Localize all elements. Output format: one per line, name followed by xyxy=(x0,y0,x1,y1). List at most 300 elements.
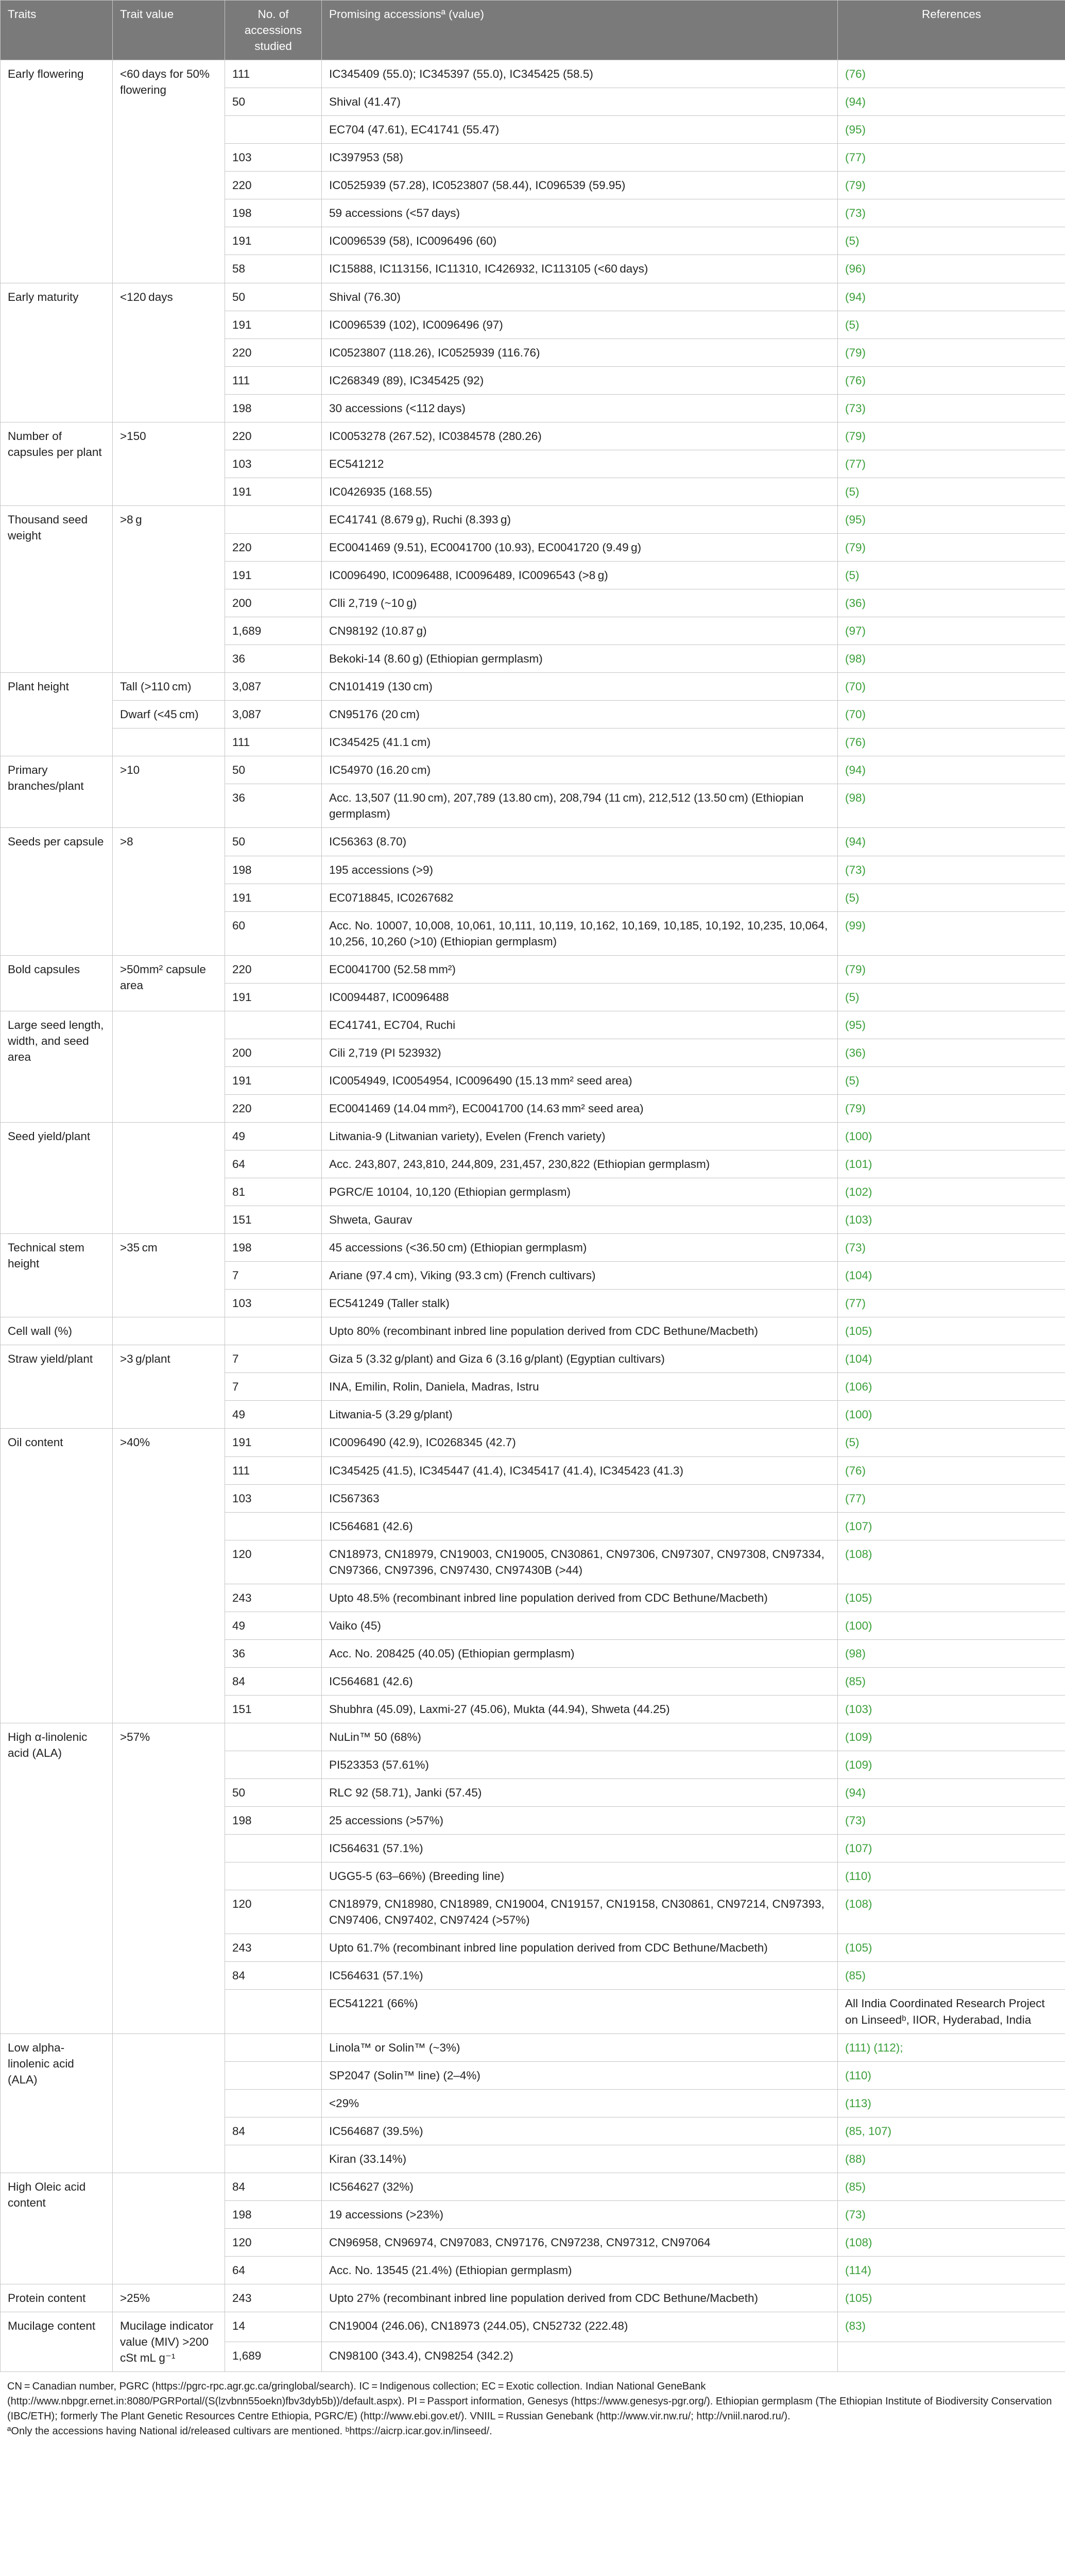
trait-value-cell xyxy=(113,1317,225,1345)
reference-cell[interactable]: (5) xyxy=(838,478,1065,505)
table-row xyxy=(1,673,1065,701)
reference-cell[interactable]: (98) xyxy=(838,784,1065,828)
promising-accessions-cell: EC0041700 (52.58 mm²) xyxy=(322,955,838,983)
accessions-count-cell: 191 xyxy=(225,561,322,589)
header-trait-value: Trait value xyxy=(113,1,225,60)
promising-accessions-cell: IC345409 (55.0); IC345397 (55.0), IC345425 (58.5) xyxy=(322,60,838,88)
reference-cell[interactable]: (73) xyxy=(838,1234,1065,1262)
accessions-count-cell: 191 xyxy=(225,311,322,338)
table-row xyxy=(1,422,1065,450)
promising-accessions-cell: Acc. No. 13545 (21.4%) (Ethiopian germplasm) xyxy=(322,2256,838,2284)
promising-accessions-cell: Acc. No. 208425 (40.05) (Ethiopian germplasm) xyxy=(322,1639,838,1667)
trait-cell: Primary branches/plant xyxy=(1,756,113,828)
footnotes xyxy=(0,2372,1065,2439)
table-row xyxy=(1,2173,1065,2200)
promising-accessions-cell: Cili 2,719 (PI 523932) xyxy=(322,1039,838,1066)
accessions-count-cell xyxy=(225,505,322,533)
accessions-count-cell: 7 xyxy=(225,1373,322,1401)
trait-cell: Cell wall (%) xyxy=(1,1317,113,1345)
promising-accessions-cell: UGG5-5 (63–66%) (Breeding line) xyxy=(322,1862,838,1890)
promising-accessions-cell: Kiran (33.14%) xyxy=(322,2145,838,2173)
promising-accessions-cell: CN18973, CN18979, CN19003, CN19005, CN30861, CN97306, CN97307, CN97308, CN97334, CN97366, CN97396, CN97430, CN97430B (>44) xyxy=(322,1540,838,1584)
accessions-count-cell: 64 xyxy=(225,2256,322,2284)
reference-cell[interactable]: (105) xyxy=(838,2284,1065,2312)
table-row xyxy=(1,2284,1065,2312)
trait-cell: Thousand seed weight xyxy=(1,505,113,672)
reference-cell[interactable]: (108) xyxy=(838,2228,1065,2256)
reference-cell[interactable]: (76) xyxy=(838,728,1065,756)
table-row xyxy=(1,60,1065,88)
accessions-count-cell: 191 xyxy=(225,478,322,505)
reference-cell[interactable]: (104) xyxy=(838,1345,1065,1373)
accessions-count-cell: 220 xyxy=(225,172,322,199)
accessions-count-cell: 36 xyxy=(225,784,322,828)
reference-cell[interactable]: (114) xyxy=(838,2256,1065,2284)
promising-accessions-cell: Ariane (97.4 cm), Viking (93.3 cm) (French cultivars) xyxy=(322,1262,838,1290)
accessions-count-cell: 198 xyxy=(225,1807,322,1835)
trait-cell: Bold capsules xyxy=(1,955,113,1011)
promising-accessions-cell: IC397953 (58) xyxy=(322,144,838,172)
accessions-count-cell: 7 xyxy=(225,1262,322,1290)
accessions-count-cell: 198 xyxy=(225,394,322,422)
reference-cell[interactable]: (79) xyxy=(838,172,1065,199)
accessions-count-cell: 36 xyxy=(225,645,322,673)
reference-cell[interactable]: (109) xyxy=(838,1723,1065,1751)
accessions-count-cell: 191 xyxy=(225,983,322,1011)
accessions-count-cell: 191 xyxy=(225,1066,322,1094)
promising-accessions-cell: IC564681 (42.6) xyxy=(322,1667,838,1695)
promising-accessions-cell: CN18979, CN18980, CN18989, CN19004, CN19157, CN19158, CN30861, CN97214, CN97393, CN97406, CN97402, CN97424 (>57%) xyxy=(322,1890,838,1934)
promising-accessions-cell: IC15888, IC113156, IC11310, IC426932, IC113105 (<60 days) xyxy=(322,255,838,283)
trait-value-cell: >150 xyxy=(113,422,225,505)
reference-cell[interactable]: (96) xyxy=(838,255,1065,283)
promising-accessions-cell: IC564687 (39.5%) xyxy=(322,2117,838,2145)
accessions-count-cell: 220 xyxy=(225,338,322,366)
accessions-count-cell: 103 xyxy=(225,1290,322,1317)
trait-value-cell: >35 cm xyxy=(113,1234,225,1317)
trait-value-cell: >8 xyxy=(113,828,225,955)
table-row xyxy=(1,1122,1065,1150)
promising-accessions-cell: IC345425 (41.5), IC345447 (41.4), IC345417 (41.4), IC345423 (41.3) xyxy=(322,1456,838,1484)
trait-value-cell xyxy=(113,1011,225,1122)
reference-cell[interactable]: (79) xyxy=(838,955,1065,983)
trait-value-cell: >57% xyxy=(113,1723,225,2034)
promising-accessions-cell: EC0041469 (14.04 mm²), EC0041700 (14.63 mm² seed area) xyxy=(322,1094,838,1122)
header-traits: Traits xyxy=(1,1,113,60)
accessions-count-cell: 243 xyxy=(225,1584,322,1612)
footnote-abbreviations: CN = Canadian number, PGRC (https://pgrc-rpc.agr.gc.ca/gringlobal/search). IC = Indigenous collection; EC = Exotic collection. Indian National GeneBank (http://www.nbpgr.ernet.in:8080/PGRPortal/(S(lzvbnn55oekn)fbv3dyb5b))/default.aspx). PI = Passport information, Genesys (https://www.genesys-pgr.org/). Ethiopian germplasm (The Ethiopian Institute of Biodiversity Conservation (IBC/ETH); formerly The Plant Genetic Resources Centre Ethiopia, PGRC/E) (http://www.ebi.gov.et/). VNIIL = Russian Genebank (http://www.vir.nw.ru/; http://vniil.narod.ru/). xyxy=(7,2381,1052,2422)
accessions-count-cell: 81 xyxy=(225,1178,322,1206)
accessions-count-cell: 243 xyxy=(225,2284,322,2312)
reference-cell[interactable]: (73) xyxy=(838,199,1065,227)
accessions-count-cell: 84 xyxy=(225,2173,322,2200)
promising-accessions-cell: CN98100 (343.4), CN98254 (342.2) xyxy=(322,2342,838,2372)
promising-accessions-cell: Shival (76.30) xyxy=(322,283,838,311)
trait-cell: Number of capsules per plant xyxy=(1,422,113,505)
table-row xyxy=(1,756,1065,784)
trait-cell: Mucilage content xyxy=(1,2312,113,2372)
reference-cell[interactable]: (105) xyxy=(838,1317,1065,1345)
reference-cell[interactable]: (100) xyxy=(838,1401,1065,1429)
promising-accessions-cell: IC0096539 (102), IC0096496 (97) xyxy=(322,311,838,338)
trait-cell: Technical stem height xyxy=(1,1234,113,1317)
trait-value-cell: <60 days for 50% flowering xyxy=(113,60,225,283)
table-body xyxy=(1,60,1065,2372)
promising-accessions-cell: EC0041469 (9.51), EC0041700 (10.93), EC0041720 (9.49 g) xyxy=(322,533,838,561)
reference-cell[interactable]: (98) xyxy=(838,1639,1065,1667)
reference-cell[interactable]: (83) xyxy=(838,2312,1065,2342)
promising-accessions-cell: Acc. No. 10007, 10,008, 10,061, 10,111, 10,119, 10,162, 10,169, 10,185, 10,192, 10,235, 10,064, 10,256, 10,260 (>10) (Ethiopian germplasm) xyxy=(322,911,838,955)
reference-cell[interactable]: (76) xyxy=(838,366,1065,394)
accessions-count-cell: 191 xyxy=(225,227,322,255)
accessions-count-cell: 84 xyxy=(225,1962,322,1990)
trait-value-cell: Dwarf (<45 cm) xyxy=(113,701,225,728)
reference-cell[interactable]: (102) xyxy=(838,1178,1065,1206)
accessions-count-cell: 198 xyxy=(225,856,322,884)
trait-cell: Early flowering xyxy=(1,60,113,283)
accessions-count-cell: 198 xyxy=(225,1234,322,1262)
promising-accessions-cell: Shival (41.47) xyxy=(322,88,838,116)
promising-accessions-cell: IC268349 (89), IC345425 (92) xyxy=(322,366,838,394)
accessions-count-cell xyxy=(225,1751,322,1779)
reference-cell[interactable]: (99) xyxy=(838,911,1065,955)
promising-accessions-cell: Shweta, Gaurav xyxy=(322,1206,838,1234)
reference-cell[interactable]: (76) xyxy=(838,1456,1065,1484)
accessions-count-cell: 220 xyxy=(225,422,322,450)
header-promising: Promising accessionsª (value) xyxy=(322,1,838,60)
accessions-count-cell: 151 xyxy=(225,1695,322,1723)
accessions-count-cell: 191 xyxy=(225,884,322,911)
reference-cell[interactable]: (36) xyxy=(838,589,1065,617)
accessions-count-cell: 103 xyxy=(225,450,322,478)
reference-cell[interactable]: (101) xyxy=(838,1150,1065,1178)
promising-accessions-cell: IC564627 (32%) xyxy=(322,2173,838,2200)
table-row xyxy=(1,701,1065,728)
footnote-notes: ªOnly the accessions having National id/released cultivars are mentioned. ᵇhttps://aicrp.icar.gov.in/linseed/. xyxy=(7,2426,492,2437)
trait-value-cell: <120 days xyxy=(113,283,225,422)
reference-cell[interactable]: (110) xyxy=(838,2061,1065,2089)
promising-accessions-cell: Bekoki-14 (8.60 g) (Ethiopian germplasm) xyxy=(322,645,838,673)
reference-cell[interactable]: (85, 107) xyxy=(838,2117,1065,2145)
trait-value-cell xyxy=(113,728,225,756)
accessions-count-cell xyxy=(225,1512,322,1540)
accessions-count-cell: 50 xyxy=(225,88,322,116)
accessions-count-cell: 36 xyxy=(225,1639,322,1667)
accessions-count-cell: 103 xyxy=(225,1484,322,1512)
accessions-count-cell xyxy=(225,1317,322,1345)
reference-cell[interactable]: (85) xyxy=(838,1667,1065,1695)
promising-accessions-cell: IC567363 xyxy=(322,1484,838,1512)
table-row xyxy=(1,1723,1065,1751)
promising-accessions-cell: EC541249 (Taller stalk) xyxy=(322,1290,838,1317)
promising-accessions-cell: EC704 (47.61), EC41741 (55.47) xyxy=(322,116,838,144)
promising-accessions-cell: CN98192 (10.87 g) xyxy=(322,617,838,645)
reference-cell[interactable]: (85) xyxy=(838,2173,1065,2200)
promising-accessions-cell: Upto 27% (recombinant inbred line population derived from CDC Bethune/Macbeth) xyxy=(322,2284,838,2312)
promising-accessions-cell: IC345425 (41.1 cm) xyxy=(322,728,838,756)
table-row xyxy=(1,1429,1065,1456)
accessions-count-cell: 1,689 xyxy=(225,617,322,645)
promising-accessions-cell: INA, Emilin, Rolin, Daniela, Madras, Istru xyxy=(322,1373,838,1401)
accessions-count-cell: 64 xyxy=(225,1150,322,1178)
promising-accessions-cell: CN96958, CN96974, CN97083, CN97176, CN97238, CN97312, CN97064 xyxy=(322,2228,838,2256)
accessions-count-cell: 7 xyxy=(225,1345,322,1373)
trait-cell: Seed yield/plant xyxy=(1,1122,113,1233)
reference-cell[interactable]: (100) xyxy=(838,1122,1065,1150)
accessions-count-cell: 220 xyxy=(225,1094,322,1122)
reference-cell[interactable]: (79) xyxy=(838,533,1065,561)
reference-cell[interactable]: (5) xyxy=(838,1066,1065,1094)
reference-cell[interactable]: (77) xyxy=(838,450,1065,478)
reference-cell[interactable]: (105) xyxy=(838,1934,1065,1962)
reference-cell: All India Coordinated Research Project on Linseedᵇ, IIOR, Hyderabad, India xyxy=(838,1990,1065,2033)
accessions-count-cell: 220 xyxy=(225,955,322,983)
reference-cell[interactable]: (76) xyxy=(838,60,1065,88)
reference-cell[interactable]: (110) xyxy=(838,1862,1065,1890)
reference-cell[interactable]: (104) xyxy=(838,1262,1065,1290)
reference-cell[interactable]: (73) xyxy=(838,1807,1065,1835)
promising-accessions-cell: RLC 92 (58.71), Janki (57.45) xyxy=(322,1779,838,1807)
trait-cell: Oil content xyxy=(1,1429,113,1723)
accessions-count-cell: 198 xyxy=(225,199,322,227)
accessions-count-cell: 151 xyxy=(225,1206,322,1234)
promising-accessions-cell: IC0523807 (118.26), IC0525939 (116.76) xyxy=(322,338,838,366)
reference-cell[interactable]: (109) xyxy=(838,1751,1065,1779)
table-header xyxy=(1,1,1065,60)
promising-accessions-cell: 30 accessions (<112 days) xyxy=(322,394,838,422)
promising-accessions-cell: 19 accessions (>23%) xyxy=(322,2200,838,2228)
accessions-count-cell xyxy=(225,1862,322,1890)
accessions-count-cell: 111 xyxy=(225,366,322,394)
accessions-count-cell: 220 xyxy=(225,533,322,561)
accessions-count-cell: 14 xyxy=(225,2312,322,2342)
promising-accessions-cell: IC0096490 (42.9), IC0268345 (42.7) xyxy=(322,1429,838,1456)
accessions-count-cell xyxy=(225,1835,322,1862)
trait-value-cell: >50mm² capsule area xyxy=(113,955,225,1011)
reference-cell[interactable]: (5) xyxy=(838,983,1065,1011)
trait-cell: Seeds per capsule xyxy=(1,828,113,955)
promising-accessions-cell: IC0525939 (57.28), IC0523807 (58.44), IC096539 (59.95) xyxy=(322,172,838,199)
trait-value-cell xyxy=(113,2033,225,2173)
accessions-count-cell: 84 xyxy=(225,1667,322,1695)
promising-accessions-cell: IC0096539 (58), IC0096496 (60) xyxy=(322,227,838,255)
reference-cell[interactable]: (100) xyxy=(838,1612,1065,1639)
reference-cell[interactable]: (94) xyxy=(838,88,1065,116)
accessions-count-cell xyxy=(225,2089,322,2117)
trait-value-cell: >8 g xyxy=(113,505,225,672)
promising-accessions-cell: <29% xyxy=(322,2089,838,2117)
reference-cell[interactable]: (108) xyxy=(838,1890,1065,1934)
reference-cell[interactable]: (95) xyxy=(838,116,1065,144)
reference-cell[interactable]: (70) xyxy=(838,701,1065,728)
reference-cell[interactable]: (79) xyxy=(838,338,1065,366)
promising-accessions-cell: EC41741 (8.679 g), Ruchi (8.393 g) xyxy=(322,505,838,533)
accessions-count-cell xyxy=(225,2061,322,2089)
table-row xyxy=(1,955,1065,983)
accessions-count-cell: 120 xyxy=(225,2228,322,2256)
promising-accessions-cell: NuLin™ 50 (68%) xyxy=(322,1723,838,1751)
accessions-count-cell: 103 xyxy=(225,144,322,172)
reference-cell[interactable]: (94) xyxy=(838,283,1065,311)
promising-accessions-cell: Litwania-9 (Litwanian variety), Evelen (French variety) xyxy=(322,1122,838,1150)
reference-cell[interactable]: (77) xyxy=(838,1290,1065,1317)
promising-accessions-cell: IC564681 (42.6) xyxy=(322,1512,838,1540)
promising-accessions-cell: EC0718845, IC0267682 xyxy=(322,884,838,911)
accessions-count-cell xyxy=(225,2033,322,2061)
table-row xyxy=(1,1345,1065,1373)
promising-accessions-cell: Linola™ or Solin™ (~3%) xyxy=(322,2033,838,2061)
table-row xyxy=(1,1011,1065,1039)
reference-cell[interactable]: (5) xyxy=(838,227,1065,255)
reference-cell[interactable]: (77) xyxy=(838,144,1065,172)
table-row xyxy=(1,1234,1065,1262)
trait-value-cell: Mucilage indicator value (MIV) >200 cSt mL g⁻¹ xyxy=(113,2312,225,2372)
trait-cell: Large seed length, width, and seed area xyxy=(1,1011,113,1122)
promising-accessions-cell: IC56363 (8.70) xyxy=(322,828,838,856)
trait-cell: High Oleic acid content xyxy=(1,2173,113,2284)
promising-accessions-cell: IC0426935 (168.55) xyxy=(322,478,838,505)
reference-cell[interactable]: (107) xyxy=(838,1835,1065,1862)
reference-cell[interactable]: (105) xyxy=(838,1584,1065,1612)
reference-cell[interactable]: (79) xyxy=(838,1094,1065,1122)
accessions-count-cell: 200 xyxy=(225,1039,322,1066)
promising-accessions-cell: SP2047 (Solin™ line) (2–4%) xyxy=(322,2061,838,2089)
promising-accessions-cell: Upto 48.5% (recombinant inbred line population derived from CDC Bethune/Macbeth) xyxy=(322,1584,838,1612)
header-row xyxy=(1,1,1065,60)
accessions-count-cell: 3,087 xyxy=(225,673,322,701)
promising-accessions-cell: EC541221 (66%) xyxy=(322,1990,838,2033)
reference-cell[interactable]: (5) xyxy=(838,1429,1065,1456)
accessions-count-cell: 3,087 xyxy=(225,701,322,728)
reference-cell[interactable]: (85) xyxy=(838,1962,1065,1990)
promising-accessions-cell: Upto 61.7% (recombinant inbred line population derived from CDC Bethune/Macbeth) xyxy=(322,1934,838,1962)
trait-cell: High α-linolenic acid (ALA) xyxy=(1,1723,113,2034)
accessions-count-cell: 120 xyxy=(225,1890,322,1934)
reference-cell[interactable]: (95) xyxy=(838,1011,1065,1039)
reference-cell[interactable]: (108) xyxy=(838,1540,1065,1584)
header-references: References xyxy=(838,1,1065,60)
table-row xyxy=(1,2033,1065,2061)
accessions-count-cell: 49 xyxy=(225,1401,322,1429)
promising-accessions-cell: CN19004 (246.06), CN18973 (244.05), CN52732 (222.48) xyxy=(322,2312,838,2342)
promising-accessions-cell: EC541212 xyxy=(322,450,838,478)
trait-cell: Plant height xyxy=(1,673,113,756)
promising-accessions-cell: IC564631 (57.1%) xyxy=(322,1962,838,1990)
trait-cell: Early maturity xyxy=(1,283,113,422)
accessions-count-cell: 111 xyxy=(225,1456,322,1484)
reference-cell[interactable]: (95) xyxy=(838,505,1065,533)
reference-cell[interactable]: (88) xyxy=(838,2145,1065,2173)
promising-accessions-cell: Giza 5 (3.32 g/plant) and Giza 6 (3.16 g/plant) (Egyptian cultivars) xyxy=(322,1345,838,1373)
promising-accessions-cell: Litwania-5 (3.29 g/plant) xyxy=(322,1401,838,1429)
promising-accessions-cell: IC0096490, IC0096488, IC0096489, IC0096543 (>8 g) xyxy=(322,561,838,589)
reference-cell[interactable]: (94) xyxy=(838,756,1065,784)
accessions-count-cell: 111 xyxy=(225,60,322,88)
table-row xyxy=(1,1317,1065,1345)
promising-accessions-cell: EC41741, EC704, Ruchi xyxy=(322,1011,838,1039)
trait-value-cell: >10 xyxy=(113,756,225,828)
reference-cell[interactable]: (98) xyxy=(838,645,1065,673)
promising-accessions-cell: 45 accessions (<36.50 cm) (Ethiopian germplasm) xyxy=(322,1234,838,1262)
reference-cell[interactable]: (5) xyxy=(838,311,1065,338)
promising-accessions-cell: 25 accessions (>57%) xyxy=(322,1807,838,1835)
accessions-count-cell: 49 xyxy=(225,1612,322,1639)
trait-value-cell: Tall (>110 cm) xyxy=(113,673,225,701)
promising-accessions-cell: IC564631 (57.1%) xyxy=(322,1835,838,1862)
trait-cell: Low alpha-linolenic acid (ALA) xyxy=(1,2033,113,2173)
promising-accessions-cell: CN95176 (20 cm) xyxy=(322,701,838,728)
accessions-count-cell: 120 xyxy=(225,1540,322,1584)
accessions-count-cell: 60 xyxy=(225,911,322,955)
reference-cell[interactable]: (36) xyxy=(838,1039,1065,1066)
trait-cell: Protein content xyxy=(1,2284,113,2312)
accessions-count-cell: 58 xyxy=(225,255,322,283)
table-row xyxy=(1,505,1065,533)
accessions-count-cell xyxy=(225,116,322,144)
reference-cell[interactable]: (111) (112); xyxy=(838,2033,1065,2061)
reference-cell[interactable]: (113) xyxy=(838,2089,1065,2117)
promising-accessions-cell: Vaiko (45) xyxy=(322,1612,838,1639)
accessions-count-cell: 200 xyxy=(225,589,322,617)
reference-cell[interactable]: (79) xyxy=(838,422,1065,450)
table-row xyxy=(1,828,1065,856)
accessions-count-cell xyxy=(225,1990,322,2033)
accessions-count-cell: 1,689 xyxy=(225,2342,322,2372)
promising-accessions-cell: IC0053278 (267.52), IC0384578 (280.26) xyxy=(322,422,838,450)
reference-cell[interactable]: (5) xyxy=(838,561,1065,589)
reference-cell[interactable]: (103) xyxy=(838,1206,1065,1234)
accessions-count-cell: 198 xyxy=(225,2200,322,2228)
reference-cell[interactable]: (5) xyxy=(838,884,1065,911)
accessions-count-cell: 50 xyxy=(225,1779,322,1807)
accessions-count-cell: 50 xyxy=(225,828,322,856)
reference-cell[interactable]: (70) xyxy=(838,673,1065,701)
promising-accessions-cell: IC0054949, IC0054954, IC0096490 (15.13 mm² seed area) xyxy=(322,1066,838,1094)
reference-cell[interactable]: (107) xyxy=(838,1512,1065,1540)
reference-cell[interactable]: (106) xyxy=(838,1373,1065,1401)
trait-value-cell xyxy=(113,1122,225,1233)
reference-cell[interactable]: (73) xyxy=(838,394,1065,422)
table-row xyxy=(1,2312,1065,2342)
reference-cell[interactable]: (77) xyxy=(838,1484,1065,1512)
promising-accessions-cell: 195 accessions (>9) xyxy=(322,856,838,884)
trait-value-cell xyxy=(113,2173,225,2284)
accessions-count-cell: 111 xyxy=(225,728,322,756)
promising-accessions-cell: Acc. 13,507 (11.90 cm), 207,789 (13.80 cm), 208,794 (11 cm), 212,512 (13.50 cm) (Ethiopian germplasm) xyxy=(322,784,838,828)
promising-accessions-cell: PGRC/E 10104, 10,120 (Ethiopian germplasm) xyxy=(322,1178,838,1206)
accessions-count-cell: 84 xyxy=(225,2117,322,2145)
promising-accessions-cell: PI523353 (57.61%) xyxy=(322,1751,838,1779)
reference-cell[interactable]: (73) xyxy=(838,856,1065,884)
reference-cell[interactable] xyxy=(838,2342,1065,2372)
reference-cell[interactable]: (103) xyxy=(838,1695,1065,1723)
reference-cell[interactable]: (73) xyxy=(838,2200,1065,2228)
promising-accessions-cell: 59 accessions (<57 days) xyxy=(322,199,838,227)
promising-accessions-cell: Shubhra (45.09), Laxmi-27 (45.06), Mukta (44.94), Shweta (44.25) xyxy=(322,1695,838,1723)
reference-cell[interactable]: (94) xyxy=(838,828,1065,856)
promising-accessions-cell: CN101419 (130 cm) xyxy=(322,673,838,701)
trait-value-cell: >3 g/plant xyxy=(113,1345,225,1429)
header-accessions: No. of accessions studied xyxy=(225,1,322,60)
reference-cell[interactable]: (97) xyxy=(838,617,1065,645)
promising-accessions-cell: Clli 2,719 (~10 g) xyxy=(322,589,838,617)
promising-accessions-cell: Acc. 243,807, 243,810, 244,809, 231,457, 230,822 (Ethiopian germplasm) xyxy=(322,1150,838,1178)
reference-cell[interactable]: (94) xyxy=(838,1779,1065,1807)
accessions-count-cell: 49 xyxy=(225,1122,322,1150)
promising-accessions-cell: Upto 80% (recombinant inbred line population derived from CDC Bethune/Macbeth) xyxy=(322,1317,838,1345)
trait-value-cell: >25% xyxy=(113,2284,225,2312)
accessions-count-cell: 191 xyxy=(225,1429,322,1456)
